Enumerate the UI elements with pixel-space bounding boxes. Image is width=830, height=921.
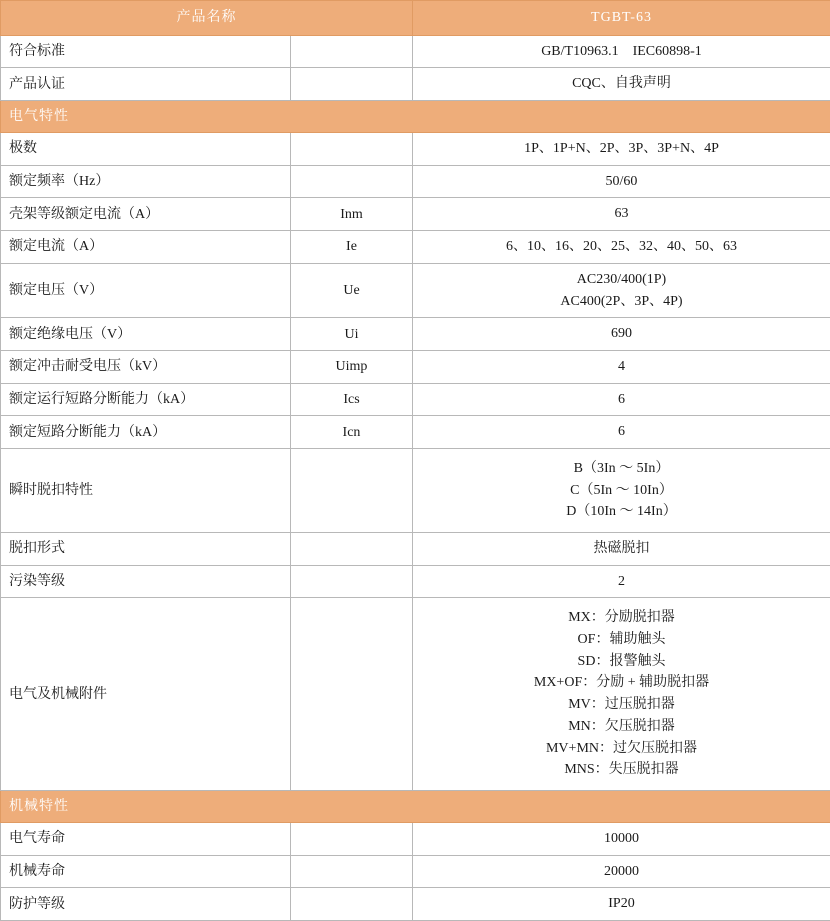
row-value bbox=[413, 36, 830, 68]
section-title: 机械特性 bbox=[1, 791, 830, 822]
row-value-line: GB/T10963.1 IEC60898-1 bbox=[417, 41, 826, 63]
row-value-line: MX+OF：分励 + 辅助脱扣器 bbox=[417, 672, 826, 694]
row-symbol-cell bbox=[291, 888, 413, 921]
row-label-cell bbox=[1, 888, 291, 921]
row-value bbox=[413, 566, 830, 598]
row-value-line: MX：分励脱扣器 bbox=[417, 607, 826, 629]
row-label: 防护等级 bbox=[1, 889, 290, 920]
row-symbol bbox=[291, 144, 412, 154]
row-symbol bbox=[291, 177, 412, 187]
row-label: 电气寿命 bbox=[1, 823, 290, 854]
row-value-line: CQC、自我声明 bbox=[417, 73, 826, 95]
row-symbol bbox=[291, 834, 412, 844]
row-label: 机械寿命 bbox=[1, 856, 290, 887]
row-symbol-cell bbox=[291, 533, 413, 566]
row-value-cell bbox=[413, 68, 830, 101]
row-symbol: Ui bbox=[291, 319, 412, 350]
row-symbol-cell bbox=[291, 68, 413, 101]
table-row bbox=[1, 165, 830, 198]
row-label-cell bbox=[1, 165, 291, 198]
row-value bbox=[413, 318, 830, 350]
row-label-cell bbox=[1, 318, 291, 351]
row-value-line: OF：辅助触头 bbox=[417, 629, 826, 651]
row-value-line: IP20 bbox=[417, 893, 826, 915]
table-row bbox=[1, 888, 830, 921]
row-label: 电气及机械附件 bbox=[1, 675, 290, 714]
row-symbol-cell bbox=[291, 598, 413, 791]
row-symbol-cell bbox=[291, 383, 413, 416]
row-symbol bbox=[291, 544, 412, 554]
row-value-line: 6 bbox=[417, 421, 826, 443]
row-value bbox=[413, 416, 830, 448]
row-value-line: 1P、1P+N、2P、3P、3P+N、4P bbox=[417, 138, 826, 160]
row-label-cell bbox=[1, 231, 291, 264]
row-value bbox=[413, 449, 830, 532]
row-value-cell bbox=[413, 822, 830, 855]
row-symbol-cell bbox=[291, 263, 413, 317]
row-value-cell bbox=[413, 133, 830, 166]
header-model-value: TGBT-63 bbox=[413, 1, 830, 35]
row-value bbox=[413, 231, 830, 263]
row-label: 极数 bbox=[1, 133, 290, 164]
table-header-row bbox=[1, 1, 830, 36]
table-row bbox=[1, 198, 830, 231]
row-value-line: MNS：失压脱扣器 bbox=[417, 759, 826, 781]
row-value-cell bbox=[413, 533, 830, 566]
row-label: 脱扣形式 bbox=[1, 533, 290, 564]
row-label-cell bbox=[1, 416, 291, 449]
row-value-line: 10000 bbox=[417, 828, 826, 850]
row-value-line: 4 bbox=[417, 356, 826, 378]
row-value-line: 热磁脱扣 bbox=[417, 538, 826, 560]
row-value-line: C（5In ～ 10In） bbox=[417, 480, 826, 502]
row-symbol bbox=[291, 79, 412, 89]
row-value bbox=[413, 68, 830, 100]
row-value-cell bbox=[413, 318, 830, 351]
row-label-cell bbox=[1, 565, 291, 598]
row-symbol bbox=[291, 485, 412, 495]
row-symbol-cell bbox=[291, 416, 413, 449]
row-label: 额定短路分断能力（kA） bbox=[1, 417, 290, 448]
spec-table-body bbox=[1, 1, 830, 921]
row-value bbox=[413, 198, 830, 230]
row-label-cell bbox=[1, 198, 291, 231]
row-label-cell bbox=[1, 855, 291, 888]
table-row bbox=[1, 68, 830, 101]
row-label: 额定电压（V） bbox=[1, 275, 290, 306]
row-label: 额定频率（Hz） bbox=[1, 166, 290, 197]
row-symbol: Ics bbox=[291, 384, 412, 415]
row-symbol-cell bbox=[291, 318, 413, 351]
row-label: 壳架等级额定电流（A） bbox=[1, 199, 290, 230]
row-value bbox=[413, 533, 830, 565]
table-section-row bbox=[1, 101, 830, 133]
row-symbol bbox=[291, 866, 412, 876]
row-value bbox=[413, 133, 830, 165]
row-label: 额定电流（A） bbox=[1, 231, 290, 262]
row-value-line: 6、10、16、20、25、32、40、50、63 bbox=[417, 236, 826, 258]
row-value-line: 63 bbox=[417, 203, 826, 225]
row-value-cell bbox=[413, 565, 830, 598]
row-label-cell bbox=[1, 598, 291, 791]
row-symbol-cell bbox=[291, 165, 413, 198]
row-symbol: Ue bbox=[291, 275, 412, 306]
row-label: 瞬时脱扣特性 bbox=[1, 471, 290, 510]
table-row bbox=[1, 383, 830, 416]
row-value bbox=[413, 888, 830, 920]
row-value-line: 50/60 bbox=[417, 171, 826, 193]
table-row bbox=[1, 533, 830, 566]
row-symbol: Ie bbox=[291, 231, 412, 262]
row-value bbox=[413, 264, 830, 317]
section-title-cell bbox=[1, 790, 830, 822]
row-value bbox=[413, 166, 830, 198]
row-symbol-cell bbox=[291, 35, 413, 68]
row-value-line: AC400(2P、3P、4P) bbox=[417, 291, 826, 313]
row-symbol-cell bbox=[291, 231, 413, 264]
row-value-line: MV：过压脱扣器 bbox=[417, 694, 826, 716]
row-value-line: 2 bbox=[417, 571, 826, 593]
table-row bbox=[1, 263, 830, 317]
row-label-cell bbox=[1, 822, 291, 855]
section-title: 电气特性 bbox=[1, 101, 830, 132]
table-row bbox=[1, 231, 830, 264]
row-value-cell bbox=[413, 855, 830, 888]
row-label: 额定运行短路分断能力（kA） bbox=[1, 384, 290, 415]
row-symbol-cell bbox=[291, 448, 413, 532]
header-product-name-cell bbox=[1, 1, 413, 36]
row-value-cell bbox=[413, 448, 830, 532]
row-label: 污染等级 bbox=[1, 566, 290, 597]
row-value-cell bbox=[413, 350, 830, 383]
row-label-cell bbox=[1, 448, 291, 532]
row-value-cell bbox=[413, 198, 830, 231]
row-label-cell bbox=[1, 533, 291, 566]
row-value bbox=[413, 598, 830, 790]
row-value-line: 20000 bbox=[417, 861, 826, 883]
table-row bbox=[1, 318, 830, 351]
row-value-cell bbox=[413, 35, 830, 68]
row-value-line: MV+MN：过欠压脱扣器 bbox=[417, 738, 826, 760]
row-symbol bbox=[291, 47, 412, 57]
row-symbol-cell bbox=[291, 198, 413, 231]
row-symbol-cell bbox=[291, 133, 413, 166]
table-section-row bbox=[1, 790, 830, 822]
table-row bbox=[1, 133, 830, 166]
row-label: 额定绝缘电压（V） bbox=[1, 319, 290, 350]
row-value bbox=[413, 351, 830, 383]
row-label-cell bbox=[1, 350, 291, 383]
row-symbol-cell bbox=[291, 822, 413, 855]
row-value-line: B（3In ～ 5In） bbox=[417, 458, 826, 480]
row-label: 产品认证 bbox=[1, 69, 290, 100]
row-value-line: SD：报警触头 bbox=[417, 651, 826, 673]
row-symbol: Icn bbox=[291, 417, 412, 448]
row-symbol-cell bbox=[291, 350, 413, 383]
row-symbol: Inm bbox=[291, 199, 412, 230]
table-row bbox=[1, 35, 830, 68]
row-value-line: 690 bbox=[417, 323, 826, 345]
row-value-line: MN：欠压脱扣器 bbox=[417, 716, 826, 738]
row-symbol-cell bbox=[291, 565, 413, 598]
row-label-cell bbox=[1, 263, 291, 317]
row-value-line: AC230/400(1P) bbox=[417, 269, 826, 291]
row-label-cell bbox=[1, 68, 291, 101]
section-title-cell bbox=[1, 101, 830, 133]
table-row bbox=[1, 598, 830, 791]
row-label: 额定冲击耐受电压（kV） bbox=[1, 351, 290, 382]
row-label-cell bbox=[1, 133, 291, 166]
table-row bbox=[1, 822, 830, 855]
table-row bbox=[1, 448, 830, 532]
row-value-cell bbox=[413, 263, 830, 317]
row-symbol: Uimp bbox=[291, 351, 412, 382]
row-value-line: 6 bbox=[417, 389, 826, 411]
row-value-cell bbox=[413, 165, 830, 198]
row-label: 符合标准 bbox=[1, 36, 290, 67]
table-row bbox=[1, 350, 830, 383]
table-row bbox=[1, 855, 830, 888]
row-value-line: D（10In ～ 14In） bbox=[417, 501, 826, 523]
row-symbol bbox=[291, 689, 412, 699]
row-symbol bbox=[291, 899, 412, 909]
table-row bbox=[1, 416, 830, 449]
row-value-cell bbox=[413, 888, 830, 921]
row-symbol bbox=[291, 577, 412, 587]
row-value bbox=[413, 384, 830, 416]
header-model-cell bbox=[413, 1, 830, 36]
row-value-cell bbox=[413, 231, 830, 264]
table-row bbox=[1, 565, 830, 598]
row-value bbox=[413, 856, 830, 888]
row-value-cell bbox=[413, 598, 830, 791]
row-value bbox=[413, 823, 830, 855]
row-label-cell bbox=[1, 35, 291, 68]
row-label-cell bbox=[1, 383, 291, 416]
row-symbol-cell bbox=[291, 855, 413, 888]
header-product-name-label: 产品名称 bbox=[1, 1, 412, 34]
row-value-cell bbox=[413, 416, 830, 449]
row-value-cell bbox=[413, 383, 830, 416]
